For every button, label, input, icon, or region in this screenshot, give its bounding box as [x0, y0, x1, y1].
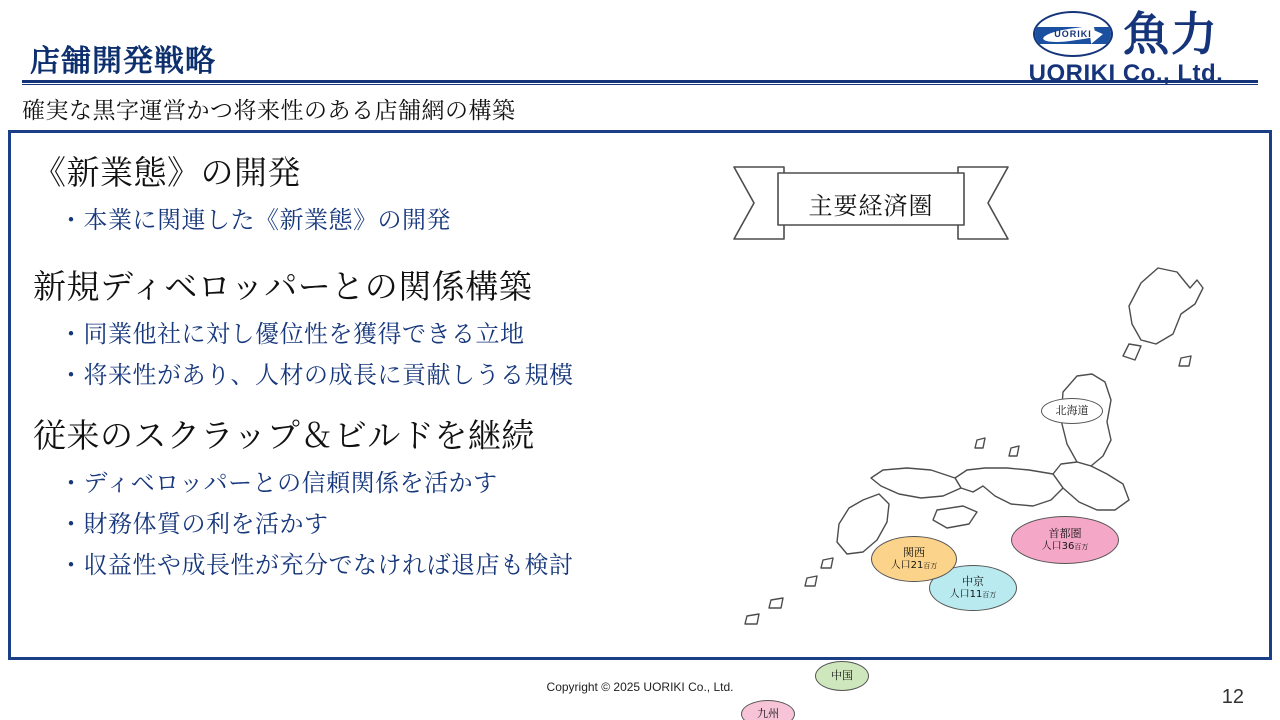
region-kyushu-label: 九州 [757, 706, 779, 720]
region-chugoku-label: 中国 [831, 668, 853, 682]
region-shutoken-bubble [1011, 516, 1119, 564]
region-chukyo-pop: 人口11百万 [949, 588, 997, 600]
logo-company-name: UORIKI Co., Ltd. [1028, 60, 1224, 87]
page-title: 店舗開発戦略 [30, 44, 216, 79]
logo-kanji: 魚力 [1123, 7, 1219, 61]
region-shutoken-pop: 人口36百万 [1041, 540, 1089, 552]
map-banner [726, 161, 1016, 245]
section-1-item-1: ・本業に関連した《新業態》の開発 [59, 206, 451, 234]
region-kyushu [741, 700, 795, 720]
region-hokkaido [1041, 398, 1103, 424]
section-3-item-3: ・収益性や成長性が充分でなければ退店も検討 [59, 551, 574, 579]
region-hokkaido-label: 北海道 [1055, 403, 1089, 417]
copyright: Copyright © 2025 UORIKI Co., Ltd. [546, 680, 734, 694]
fish-logo-icon [1033, 9, 1113, 59]
section-heading-1: 《新業態》の開発 [33, 153, 301, 192]
region-shutoken-label: 首都圏 [1048, 526, 1082, 540]
section-2-item-1: ・同業他社に対し優位性を獲得できる立地 [59, 320, 525, 348]
section-heading-3: 従来のスクラップ＆ビルドを継続 [33, 416, 535, 455]
page-number: 12 [1221, 686, 1244, 708]
region-kansai-label: 関西 [903, 545, 925, 559]
region-kansai-bubble [871, 536, 957, 582]
section-2-item-2: ・将来性があり、人材の成長に貢献しうる規模 [59, 361, 574, 389]
section-3-item-1: ・ディベロッパーとの信頼関係を活かす [59, 469, 498, 497]
region-kansai-pop: 人口21百万 [890, 559, 938, 571]
logo-row [1033, 6, 1219, 62]
logo-mark-text: UORIKI [1054, 29, 1092, 39]
title-divider [22, 80, 1258, 85]
region-chukyo-label: 中京 [962, 574, 984, 588]
map-banner-label: 主要経済圏 [808, 191, 934, 220]
page-subtitle: 確実な黒字運営かつ将来性のある店舗網の構築 [22, 98, 516, 124]
section-heading-2: 新規ディベロッパーとの関係構築 [33, 267, 533, 306]
section-3-item-2: ・財務体質の利を活かす [59, 510, 329, 538]
bullet-list [33, 147, 723, 580]
